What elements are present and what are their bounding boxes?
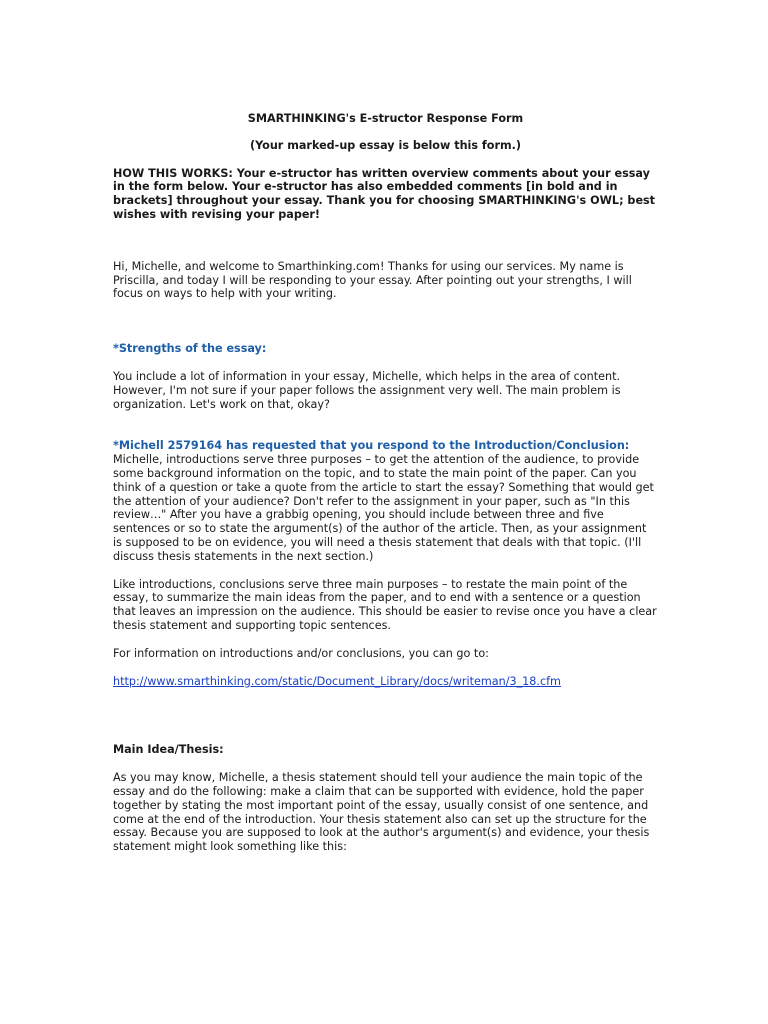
- conclusion-paragraph: Like introductions, conclusions serve three main purposes – to restate the main point of the essay, to summarize the main ideas from the paper, and to end with a sentence or a question that leaves an impression on the audience. This should be easier to revise once you have a clear thesis statement and supporting topic sentences.: [113, 577, 657, 632]
- greeting-paragraph: Hi, Michelle, and welcome to Smarthinking.com! Thanks for using our services. My name is Priscilla, and today I will be responding to your essay. After pointing out your strengths, I will focus on ways to help with your writing.: [113, 259, 632, 301]
- strengths-paragraph: You include a lot of information in your essay, Michelle, which helps in the area of content. However, I'm not sure if your paper follows the assignment very well. The main problem is organization. Let's work on that, okay?: [113, 369, 621, 411]
- thesis-heading: Main Idea/Thesis:: [113, 743, 224, 757]
- resource-link[interactable]: http://www.smarthinking.com/static/Document_Library/docs/writeman/3_18.cfm: [113, 674, 561, 688]
- strengths-heading: *Strengths of the essay:: [113, 342, 267, 356]
- form-title: SMARTHINKING's E-structor Response Form: [247, 112, 524, 125]
- thesis-paragraph: As you may know, Michelle, a thesis statement should tell your audience the main topic of the essay and do the following: make a claim that can be supported with evidence, hold the paper together by stating the most important point of the essay, usually consist of one sentence, and come at the end of the introduction. Your thesis statement also can set up the structure for the essay. Because you are supposed to look at the author's argument(s) and evidence, your thesis statement might look something like this:: [113, 771, 650, 854]
- form-subtitle: (Your marked-up essay is below this form.): [249, 138, 522, 152]
- introduction-paragraph: Michelle, introductions serve three purposes – to get the attention of the audience, to provide some background information on the topic, and to state the main point of the paper. Can you think of a question or take a quote from the article to start the essay? Something that would get the attention of your audience? Don't refer to the assignment in your paper, such as "In this review…" After you have a grabbig opening, you should include between three and five sentences or so to state the argument(s) of the author of the article. Then, as your assignment is supposed to be on evidence, you will need a thesis statement that deals with that topic. (I'll discuss thesis statements in the next section.): [113, 453, 654, 563]
- info-text: For information on introductions and/or conclusions, you can go to:: [113, 646, 489, 660]
- how-it-works-text: HOW THIS WORKS: Your e-structor has written overview comments about your essay in the form below. Your e-structor has also embedded comments [in bold and in brackets] throughout your essay. Thank you for choosing SMARTHINKING's OWL; best wishes with revising your paper!: [113, 166, 656, 221]
- request-heading: *Michell 2579164 has requested that you respond to the Introduction/Conclusion:: [113, 439, 630, 453]
